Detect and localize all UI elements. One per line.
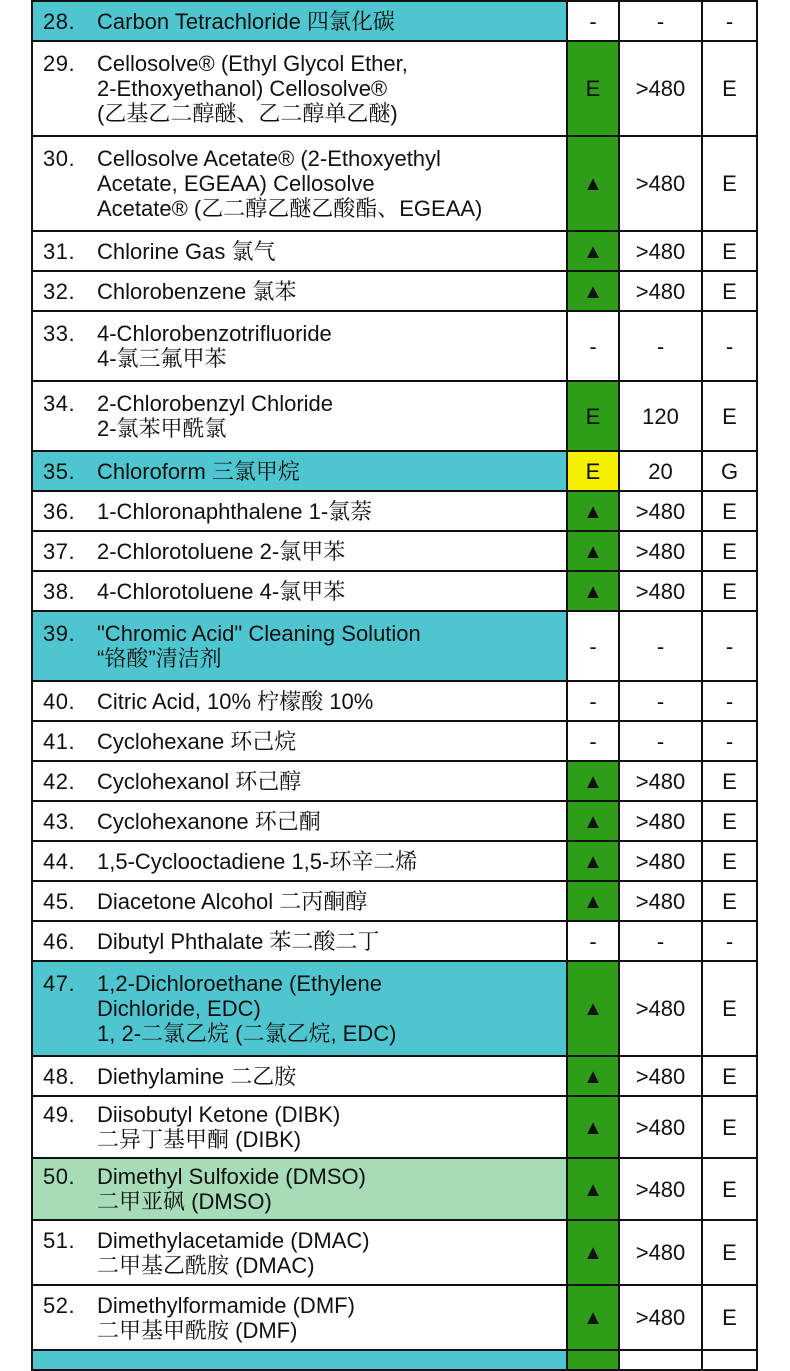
rating-value: ▲ [583, 500, 603, 523]
chemical-name-cell [32, 681, 567, 721]
breakthrough-time-cell: - [619, 681, 702, 721]
row-number: 49. [43, 1102, 76, 1127]
row-number: 39. [43, 621, 76, 646]
chemical-name-cell [32, 531, 567, 571]
rating-value: E [585, 403, 601, 429]
table-row [32, 1, 757, 41]
rating-value: ▲ [583, 540, 603, 563]
breakthrough-time-cell: - [619, 1, 702, 41]
rating-cell [567, 801, 619, 841]
chemical-name-cell [32, 571, 567, 611]
breakthrough-time-cell: >480 [619, 1285, 702, 1350]
chemical-name: Cyclohexanol 环己醇 [97, 768, 302, 794]
breakthrough-time-cell: >480 [619, 41, 702, 136]
degradation-cell: E [702, 571, 757, 611]
rating-cell [567, 1056, 619, 1096]
table-row [32, 381, 757, 451]
chemical-resistance-table [31, 0, 758, 1371]
table-row [32, 491, 757, 531]
rating-value: ▲ [583, 998, 603, 1020]
degradation-cell: E [702, 136, 757, 231]
rating-cell [567, 881, 619, 921]
breakthrough-time-cell: >480 [619, 136, 702, 231]
rating-cell [567, 531, 619, 571]
degradation-cell: E [702, 841, 757, 881]
row-number: 46. [43, 928, 76, 954]
row-number: 45. [43, 888, 76, 914]
rating-value: ▲ [583, 1307, 603, 1329]
chemical-name-cell [32, 381, 567, 451]
degradation-cell: E [702, 531, 757, 571]
table-row [32, 1350, 757, 1370]
table-row [32, 961, 757, 1056]
chemical-name: 4-Chlorotoluene 4-氯甲苯 [97, 578, 346, 604]
breakthrough-time-cell: >480 [619, 1096, 702, 1158]
row-number: 28. [43, 8, 76, 34]
breakthrough-time-cell: >480 [619, 231, 702, 271]
chemical-name: Dimethylacetamide (DMAC) 二甲基乙酰胺 (DMAC) [97, 1227, 370, 1278]
table-row [32, 721, 757, 761]
row-number: 40. [43, 688, 76, 714]
table-row [32, 451, 757, 491]
table-cell [567, 1350, 619, 1370]
breakthrough-time-cell: >480 [619, 761, 702, 801]
rating-cell [567, 761, 619, 801]
table-row [32, 1220, 757, 1285]
row-number: 41. [43, 728, 76, 754]
breakthrough-time-cell: >480 [619, 841, 702, 881]
row-number: 33. [43, 321, 76, 346]
row-number: 50. [43, 1164, 76, 1189]
degradation-cell: - [702, 611, 757, 681]
rating-cell [567, 841, 619, 881]
table-row [32, 1285, 757, 1350]
row-number: 51. [43, 1227, 76, 1253]
degradation-cell: E [702, 1285, 757, 1350]
row-number: 30. [43, 146, 76, 171]
rating-cell [567, 491, 619, 531]
chemical-name: 1,5-Cyclooctadiene 1,5-环辛二烯 [97, 848, 418, 874]
chemical-name: Chloroform 三氯甲烷 [97, 458, 300, 484]
table-cell [619, 1350, 702, 1370]
breakthrough-time-cell: 120 [619, 381, 702, 451]
row-number: 52. [43, 1292, 76, 1318]
rating-value: E [585, 458, 601, 484]
rating-value: ▲ [583, 850, 603, 873]
rating-cell [567, 1096, 619, 1158]
chemical-name: "Chromic Acid" Cleaning Solution “铬酸”清洁剂 [97, 621, 421, 671]
row-number: 47. [43, 971, 76, 996]
breakthrough-time-cell: - [619, 311, 702, 381]
chemical-name-cell [32, 721, 567, 761]
breakthrough-time-cell: >480 [619, 961, 702, 1056]
chemical-name-cell [32, 311, 567, 381]
chemical-name-cell [32, 41, 567, 136]
row-number: 32. [43, 278, 76, 304]
chemical-name: Dibutyl Phthalate 苯二酸二丁 [97, 928, 380, 954]
table-row [32, 921, 757, 961]
chemical-name-cell [32, 1220, 567, 1285]
chemical-name: 4-Chlorobenzotrifluoride 4-氯三氟甲苯 [97, 321, 332, 371]
table-row [32, 681, 757, 721]
breakthrough-time-cell: >480 [619, 571, 702, 611]
row-number: 36. [43, 498, 76, 524]
breakthrough-time-cell: >480 [619, 491, 702, 531]
row-number: 35. [43, 458, 76, 484]
table-row [32, 841, 757, 881]
rating-value: - [589, 633, 597, 659]
degradation-cell: E [702, 491, 757, 531]
degradation-cell: E [702, 881, 757, 921]
rating-cell [567, 681, 619, 721]
table-row [32, 41, 757, 136]
degradation-cell: - [702, 311, 757, 381]
rating-cell [567, 136, 619, 231]
degradation-cell: E [702, 761, 757, 801]
breakthrough-time-cell: >480 [619, 1220, 702, 1285]
degradation-cell: E [702, 1220, 757, 1285]
rating-value: ▲ [583, 1116, 603, 1139]
row-number: 38. [43, 578, 76, 604]
rating-cell [567, 1220, 619, 1285]
degradation-cell: E [702, 1158, 757, 1220]
rating-value: - [589, 688, 597, 714]
rating-value: ▲ [583, 770, 603, 793]
breakthrough-time-cell: - [619, 721, 702, 761]
breakthrough-time-cell: >480 [619, 881, 702, 921]
chemical-name-cell [32, 1158, 567, 1220]
chemical-name: Diacetone Alcohol 二丙酮醇 [97, 888, 368, 914]
breakthrough-time-cell: >480 [619, 531, 702, 571]
table-row [32, 271, 757, 311]
row-number: 48. [43, 1063, 76, 1089]
breakthrough-time-cell: >480 [619, 271, 702, 311]
table-cell [702, 1350, 757, 1370]
chemical-name: Cyclohexanone 环己酮 [97, 808, 321, 834]
rating-value: - [589, 8, 597, 34]
rating-cell [567, 1, 619, 41]
chemical-name: 1,2-Dichloroethane (Ethylene Dichloride, EDC) 1, 2-二氯乙烷 (二氯乙烷, EDC) [97, 971, 397, 1046]
degradation-cell: - [702, 921, 757, 961]
chemical-name: Carbon Tetrachloride 四氯化碳 [97, 8, 395, 34]
chemical-name-cell [32, 801, 567, 841]
table-row [32, 761, 757, 801]
chemical-name: Cellosolve® (Ethyl Glycol Ether, 2-Ethoxyethanol) Cellosolve® (乙基乙二醇醚、乙二醇单乙醚) [97, 51, 408, 126]
table-row [32, 881, 757, 921]
rating-value: ▲ [583, 280, 603, 303]
rating-cell [567, 271, 619, 311]
rating-cell [567, 961, 619, 1056]
chemical-name: Chlorine Gas 氯气 [97, 238, 276, 264]
rating-value: ▲ [583, 810, 603, 833]
rating-cell [567, 311, 619, 381]
chemical-name-cell [32, 136, 567, 231]
table-row [32, 1096, 757, 1158]
table-row [32, 571, 757, 611]
rating-cell [567, 611, 619, 681]
rating-value: ▲ [583, 580, 603, 603]
rating-value: - [589, 333, 597, 359]
rating-value: ▲ [583, 173, 603, 195]
rating-value: E [585, 76, 601, 101]
chemical-name-cell [32, 1285, 567, 1350]
degradation-cell: E [702, 1056, 757, 1096]
chemical-name-cell [32, 231, 567, 271]
degradation-cell: E [702, 801, 757, 841]
rating-cell [567, 1285, 619, 1350]
degradation-cell: E [702, 271, 757, 311]
row-number: 37. [43, 538, 76, 564]
chemical-name: 2-Chlorobenzyl Chloride 2-氯苯甲酰氯 [97, 391, 334, 441]
row-number: 43. [43, 808, 76, 834]
chemical-name-cell [32, 1, 567, 41]
rating-cell [567, 1158, 619, 1220]
row-number: 29. [43, 51, 76, 76]
table-row [32, 231, 757, 271]
table-row [32, 1158, 757, 1220]
row-number: 44. [43, 848, 76, 874]
rating-cell [567, 41, 619, 136]
chemical-name-cell [32, 881, 567, 921]
chemical-name-cell [32, 271, 567, 311]
chemical-name: Dimethylformamide (DMF) 二甲基甲酰胺 (DMF) [97, 1292, 355, 1343]
chemical-name: Cyclohexane 环己烷 [97, 728, 297, 754]
chemical-name: 1-Chloronaphthalene 1-氯萘 [97, 498, 373, 524]
rating-value: ▲ [583, 240, 603, 263]
chemical-name-cell [32, 841, 567, 881]
degradation-cell: E [702, 41, 757, 136]
chemical-name: Dimethyl Sulfoxide (DMSO) 二甲亚砜 (DMSO) [97, 1164, 366, 1214]
breakthrough-time-cell: >480 [619, 801, 702, 841]
rating-cell [567, 381, 619, 451]
breakthrough-time-cell: - [619, 921, 702, 961]
chemical-name-cell [32, 1056, 567, 1096]
degradation-cell: - [702, 681, 757, 721]
chemical-name: Chlorobenzene 氯苯 [97, 278, 297, 304]
degradation-cell: E [702, 381, 757, 451]
rating-value: ▲ [583, 1178, 603, 1201]
degradation-cell: E [702, 1096, 757, 1158]
breakthrough-time-cell: 20 [619, 451, 702, 491]
row-number: 31. [43, 238, 76, 264]
rating-value: - [589, 928, 597, 954]
chemical-name: Diisobutyl Ketone (DIBK) 二异丁基甲酮 (DIBK) [97, 1102, 341, 1152]
chemical-name: Cellosolve Acetate® (2-Ethoxyethyl Acetate, EGEAA) Cellosolve Acetate® (乙二醇乙醚乙酸酯、EGEAA) [97, 146, 483, 221]
degradation-cell: - [702, 721, 757, 761]
rating-cell [567, 571, 619, 611]
rating-value: - [589, 728, 597, 754]
table-row [32, 1056, 757, 1096]
chemical-name-cell [32, 961, 567, 1056]
rating-cell [567, 921, 619, 961]
table-cell [32, 1350, 567, 1370]
degradation-cell: E [702, 231, 757, 271]
chemical-name: Diethylamine 二乙胺 [97, 1063, 297, 1089]
breakthrough-time-cell: >480 [619, 1158, 702, 1220]
table-row [32, 136, 757, 231]
degradation-cell: E [702, 961, 757, 1056]
rating-value: ▲ [583, 1242, 603, 1264]
table-row [32, 801, 757, 841]
rating-cell [567, 451, 619, 491]
breakthrough-time-cell: - [619, 611, 702, 681]
table-row [32, 531, 757, 571]
chemical-name-cell [32, 761, 567, 801]
row-number: 34. [43, 391, 76, 416]
degradation-cell: - [702, 1, 757, 41]
rating-value: ▲ [583, 1065, 603, 1088]
rating-cell [567, 231, 619, 271]
table-row [32, 611, 757, 681]
rating-cell [567, 721, 619, 761]
chemical-name-cell [32, 451, 567, 491]
breakthrough-time-cell: >480 [619, 1056, 702, 1096]
chemical-name-cell [32, 1096, 567, 1158]
rating-value: ▲ [583, 890, 603, 913]
row-number: 42. [43, 768, 76, 794]
chemical-name: Citric Acid, 10% 柠檬酸 10% [97, 688, 374, 714]
chemical-name: 2-Chlorotoluene 2-氯甲苯 [97, 538, 346, 564]
chemical-name-cell [32, 491, 567, 531]
chemical-name-cell [32, 921, 567, 961]
chemical-name-cell [32, 611, 567, 681]
degradation-cell: G [702, 451, 757, 491]
table-row [32, 311, 757, 381]
